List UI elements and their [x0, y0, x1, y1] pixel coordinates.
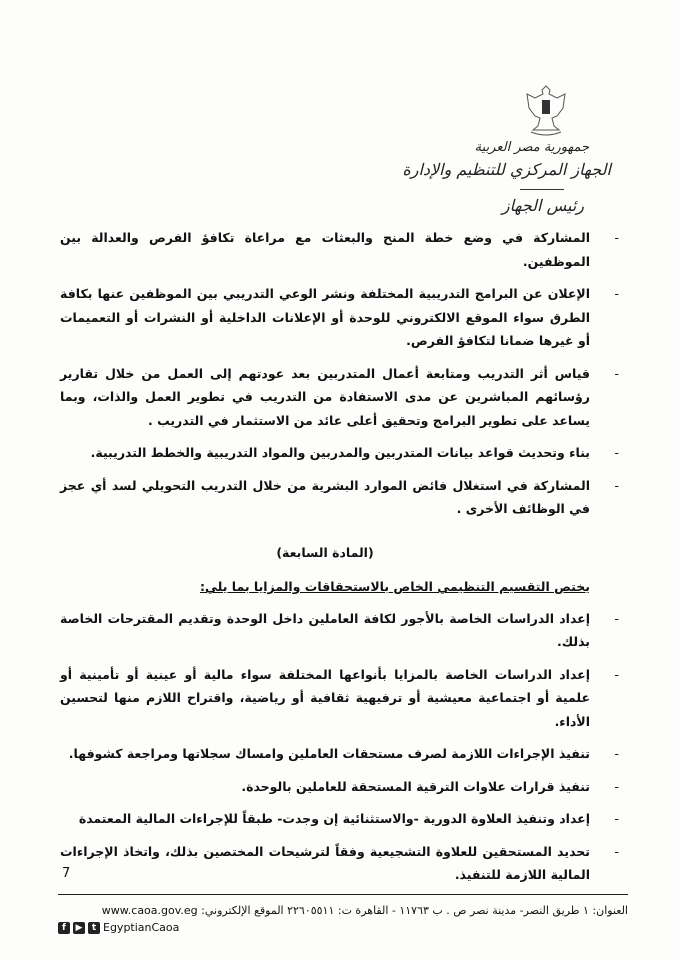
bullet-dash: - [614, 811, 619, 826]
list-item: - المشاركة في وضع خطة المنح والبعثات مع مراعاة تكافؤ الفرص والعدالة بين الموظفين. [60, 226, 590, 273]
bullet-dash: - [614, 843, 619, 859]
header-country: جمهورية مصر العربية [474, 140, 589, 155]
list-item: - قياس أثر التدريب ومتابعة أعمال المتدربين بعد عودتهم إلى العمل من خلال تقارير رؤسائهم المباشرين عن مدى الاستفادة من التدريب في تطوير العمل والذات، وبما يساعد على تطوير البرامج وتحقيق أعلى عائد من الاستثمار في التدريب . [60, 362, 590, 433]
egypt-eagle-emblem [521, 82, 571, 138]
bullet-dash: - [614, 286, 619, 301]
footer-divider [58, 894, 628, 895]
list-item: - إعداد الدراسات الخاصة بالمزايا بأنواعها المختلفة سواء مالية أو عينية أو تأمينية أو علمية أو اجتماعية معيشية أو ترفيهية ثقافية أو رياضية، واقتراح اللازم منها لتحسين الأداء. [60, 663, 590, 734]
article-heading: (المادة السابعة) [276, 544, 374, 560]
bullet-dash: - [614, 666, 619, 682]
list-item: - إعداد وتنفيذ العلاوة الدورية -والاستثنائية إن وجدت- طبقاً للإجراءات المالية المعتمدة [60, 807, 590, 831]
header-title: رئيس الجهاز [501, 196, 584, 215]
section-intro: يختص التقسيم التنظيمي الخاص بالاستحقاقات والمزايا بما يلي: [199, 579, 590, 594]
page-number: 7 [62, 866, 71, 881]
list-item: - تحديد المستحقين للعلاوة التشجيعية وفقاً لترشيحات المختصين بذلك، واتخاذ الإجراءات المالية اللازمة للتنفيذ. [60, 840, 590, 887]
bullet-dash: - [614, 365, 619, 381]
facebook-icon: f [58, 922, 70, 934]
list-item: - بناء وتحديث قواعد بيانات المتدربين والمدربين والمواد التدريبية والخطط التدريبية. [60, 441, 590, 465]
footer-social [58, 921, 179, 934]
header-divider [520, 189, 564, 190]
twitter-icon: t [88, 922, 100, 934]
bullet-dash: - [614, 746, 619, 761]
footer-address: العنوان: ١ طريق النصر- مدينة نصر ص . ب ١١٧٦٣ - القاهرة ت: ٢٢٦٠٥٥١١ الموقع الإلكتروني: www.caoa.gov.eg [101, 904, 628, 917]
list-item: - تنفيذ قرارات علاوات الترقية المستحقة للعاملين بالوحدة. [60, 775, 590, 799]
header-agency: الجهاز المركزي للتنظيم والإدارة [402, 160, 611, 179]
document-body [60, 226, 619, 896]
social-handle: EgyptianCaoa [103, 921, 180, 934]
bullet-dash: - [614, 610, 619, 626]
youtube-icon: ▶ [73, 922, 85, 934]
list-item: - المشاركة في استغلال فائض الموارد البشرية من خلال التدريب التحويلي لسد أي عجز في الوظائف الأخرى . [60, 474, 590, 521]
bullet-dash: - [614, 230, 619, 245]
bullet-dash: - [614, 477, 619, 493]
list-item: - إعداد الدراسات الخاصة بالأجور لكافة العاملين داخل الوحدة وتقديم المقترحات الخاصة بذلك. [60, 607, 590, 654]
list-item: - تنفيذ الإجراءات اللازمة لصرف مستحقات العاملين وامساك سجلاتها ومراجعة كشوفها. [60, 742, 590, 766]
list-item: - الإعلان عن البرامج التدريبية المختلفة ونشر الوعي التدريبي بين الموظفين عنها بكافة الطرق سواء الموقع الالكتروني للوحدة أو الإعلانات الداخلية أو النشرات أو التعميمات أو غيرها ضمانا لتكافؤ الفرص. [60, 282, 590, 353]
bullet-dash: - [614, 445, 619, 460]
bullet-dash: - [614, 778, 619, 794]
